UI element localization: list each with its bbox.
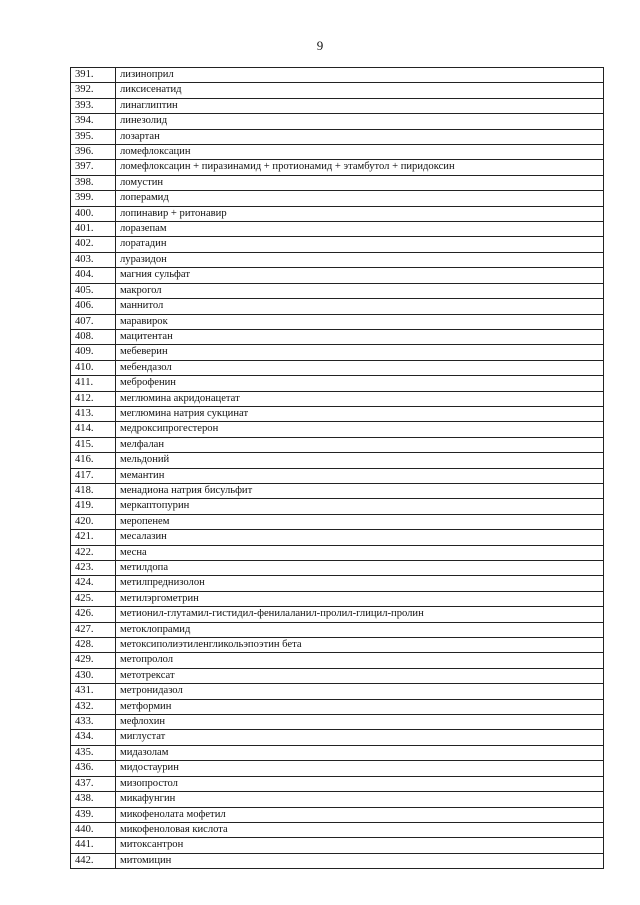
- row-number: 399.: [71, 191, 116, 206]
- row-number: 417.: [71, 468, 116, 483]
- row-number: 391.: [71, 68, 116, 83]
- table-row: [71, 653, 604, 668]
- table-row: [71, 853, 604, 868]
- row-number: 412.: [71, 391, 116, 406]
- table-row: [71, 314, 604, 329]
- row-number: 403.: [71, 252, 116, 267]
- drug-name: метоклопрамид: [116, 622, 604, 637]
- drug-name: лоперамид: [116, 191, 604, 206]
- drug-name: меглюмина натрия сукцинат: [116, 406, 604, 421]
- row-number: 423.: [71, 561, 116, 576]
- table-row: [71, 160, 604, 175]
- page-number: 9: [316, 38, 324, 53]
- table-row: [71, 622, 604, 637]
- row-number: 394.: [71, 114, 116, 129]
- table-row: [71, 730, 604, 745]
- row-number: 401.: [71, 222, 116, 237]
- table-row: [71, 206, 604, 221]
- table-row: [71, 283, 604, 298]
- drug-name: лозартан: [116, 129, 604, 144]
- drug-name: линаглиптин: [116, 98, 604, 113]
- drug-name: макрогол: [116, 283, 604, 298]
- row-number: 426.: [71, 607, 116, 622]
- table-row: [71, 807, 604, 822]
- row-number: 429.: [71, 653, 116, 668]
- table-row: [71, 422, 604, 437]
- drug-name: метилпреднизолон: [116, 576, 604, 591]
- drug-name: микофенолата мофетил: [116, 807, 604, 822]
- row-number: 402.: [71, 237, 116, 252]
- drug-name: лоратадин: [116, 237, 604, 252]
- drug-name: микафунгин: [116, 792, 604, 807]
- row-number: 425.: [71, 591, 116, 606]
- drug-name: метформин: [116, 699, 604, 714]
- drug-name: лоразепам: [116, 222, 604, 237]
- row-number: 424.: [71, 576, 116, 591]
- drug-name: метионил-глутамил-гистидил-фенилаланил-пролил-глицил-пролин: [116, 607, 604, 622]
- row-number: 427.: [71, 622, 116, 637]
- drug-name: мефлохин: [116, 715, 604, 730]
- row-number: 404.: [71, 268, 116, 283]
- row-number: 437.: [71, 776, 116, 791]
- table-row: [71, 838, 604, 853]
- drug-name: ликсисенатид: [116, 83, 604, 98]
- table-row: [71, 530, 604, 545]
- drug-name: метилдопа: [116, 561, 604, 576]
- row-number: 420.: [71, 514, 116, 529]
- drug-name: медроксипрогестерон: [116, 422, 604, 437]
- row-number: 418.: [71, 483, 116, 498]
- table-row: [71, 391, 604, 406]
- row-number: 408.: [71, 329, 116, 344]
- row-number: 405.: [71, 283, 116, 298]
- table-row: [71, 376, 604, 391]
- row-number: 395.: [71, 129, 116, 144]
- table-row: [71, 576, 604, 591]
- table-row: [71, 591, 604, 606]
- table-row: [71, 129, 604, 144]
- table-row: [71, 437, 604, 452]
- drug-name: меглюмина акридонацетат: [116, 391, 604, 406]
- table-row: [71, 68, 604, 83]
- row-number: 433.: [71, 715, 116, 730]
- table-row: [71, 607, 604, 622]
- row-number: 440.: [71, 822, 116, 837]
- row-number: 442.: [71, 853, 116, 868]
- table-row: [71, 745, 604, 760]
- table-row: [71, 715, 604, 730]
- row-number: 434.: [71, 730, 116, 745]
- table-row: [71, 191, 604, 206]
- drug-name: меброфенин: [116, 376, 604, 391]
- table-row: [71, 268, 604, 283]
- table-row: [71, 98, 604, 113]
- table-row: [71, 483, 604, 498]
- row-number: 413.: [71, 406, 116, 421]
- row-number: 400.: [71, 206, 116, 221]
- table-row: [71, 638, 604, 653]
- row-number: 421.: [71, 530, 116, 545]
- drug-name: мемантин: [116, 468, 604, 483]
- row-number: 422.: [71, 545, 116, 560]
- drug-name: линезолид: [116, 114, 604, 129]
- drug-name: маравирок: [116, 314, 604, 329]
- row-number: 441.: [71, 838, 116, 853]
- drug-name: метронидазол: [116, 684, 604, 699]
- row-number: 411.: [71, 376, 116, 391]
- row-number: 438.: [71, 792, 116, 807]
- row-number: 414.: [71, 422, 116, 437]
- table-row: [71, 545, 604, 560]
- drug-name: микофеноловая кислота: [116, 822, 604, 837]
- table-row: [71, 761, 604, 776]
- row-number: 393.: [71, 98, 116, 113]
- table-row: [71, 776, 604, 791]
- drug-name: мидазолам: [116, 745, 604, 760]
- row-number: 419.: [71, 499, 116, 514]
- drug-name: метопролол: [116, 653, 604, 668]
- drug-name: мизопростол: [116, 776, 604, 791]
- row-number: 432.: [71, 699, 116, 714]
- drug-name: миглустат: [116, 730, 604, 745]
- table-row: [71, 684, 604, 699]
- row-number: 396.: [71, 145, 116, 160]
- table-row: [71, 252, 604, 267]
- drug-name: мацитентан: [116, 329, 604, 344]
- row-number: 430.: [71, 668, 116, 683]
- drug-list-table: [70, 67, 604, 869]
- drug-name: месалазин: [116, 530, 604, 545]
- drug-name: ломефлоксацин: [116, 145, 604, 160]
- drug-name: лопинавир + ритонавир: [116, 206, 604, 221]
- table-row: [71, 561, 604, 576]
- drug-name: мидостаурин: [116, 761, 604, 776]
- table-row: [71, 822, 604, 837]
- drug-name: митоксантрон: [116, 838, 604, 853]
- drug-name: метоксиполиэтиленгликольэпоэтин бета: [116, 638, 604, 653]
- table-row: [71, 499, 604, 514]
- drug-name: мебендазол: [116, 360, 604, 375]
- row-number: 416.: [71, 453, 116, 468]
- row-number: 397.: [71, 160, 116, 175]
- drug-name: мельдоний: [116, 453, 604, 468]
- table-row: [71, 514, 604, 529]
- table-row: [71, 360, 604, 375]
- drug-list-body: [71, 68, 604, 869]
- table-row: [71, 345, 604, 360]
- row-number: 392.: [71, 83, 116, 98]
- drug-name: мебеверин: [116, 345, 604, 360]
- drug-name: мелфалан: [116, 437, 604, 452]
- drug-name: лизиноприл: [116, 68, 604, 83]
- table-row: [71, 668, 604, 683]
- table-row: [71, 406, 604, 421]
- drug-name: магния сульфат: [116, 268, 604, 283]
- table-row: [71, 299, 604, 314]
- drug-name: метотрексат: [116, 668, 604, 683]
- drug-name: меропенем: [116, 514, 604, 529]
- drug-name: менадиона натрия бисульфит: [116, 483, 604, 498]
- table-row: [71, 468, 604, 483]
- drug-name: митомицин: [116, 853, 604, 868]
- drug-name: ломефлоксацин + пиразинамид + протионамид + этамбутол + пиридоксин: [116, 160, 604, 175]
- row-number: 406.: [71, 299, 116, 314]
- table-row: [71, 83, 604, 98]
- row-number: 410.: [71, 360, 116, 375]
- row-number: 428.: [71, 638, 116, 653]
- table-row: [71, 237, 604, 252]
- drug-name: маннитол: [116, 299, 604, 314]
- table-row: [71, 145, 604, 160]
- drug-name: луразидон: [116, 252, 604, 267]
- drug-name: метилэргометрин: [116, 591, 604, 606]
- drug-name: меркаптопурин: [116, 499, 604, 514]
- drug-name: месна: [116, 545, 604, 560]
- row-number: 436.: [71, 761, 116, 776]
- table-row: [71, 222, 604, 237]
- row-number: 435.: [71, 745, 116, 760]
- table-row: [71, 114, 604, 129]
- table-row: [71, 329, 604, 344]
- row-number: 407.: [71, 314, 116, 329]
- row-number: 398.: [71, 175, 116, 190]
- table-row: [71, 453, 604, 468]
- row-number: 439.: [71, 807, 116, 822]
- table-row: [71, 792, 604, 807]
- row-number: 431.: [71, 684, 116, 699]
- table-row: [71, 175, 604, 190]
- table-row: [71, 699, 604, 714]
- row-number: 415.: [71, 437, 116, 452]
- row-number: 409.: [71, 345, 116, 360]
- drug-name: ломустин: [116, 175, 604, 190]
